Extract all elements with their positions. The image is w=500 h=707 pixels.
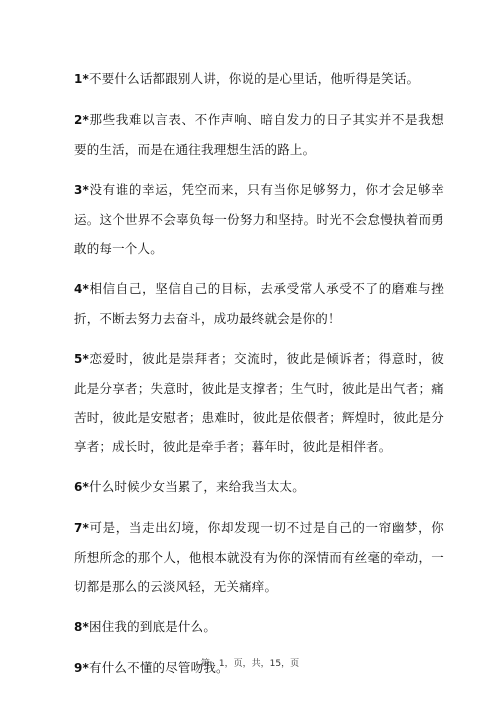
paragraph-number: 6* [74, 480, 90, 494]
paragraph-text: 可是，当走出幻境，你却发现一切不过是自己的一帘幽梦，你所想所念的那个人，他根本就没有为你的深情而有丝毫的牵动，一切都是那么的云淡风轻，无关痛痒。 [74, 520, 444, 594]
paragraph-2 [74, 105, 444, 164]
paragraph-7 [74, 513, 444, 601]
page-footer: 第，1，页，共，15，页 [200, 659, 300, 669]
paragraph-number: 2* [74, 113, 90, 127]
paragraph-3 [74, 175, 444, 263]
document-body [74, 64, 444, 694]
paragraph-1 [74, 64, 444, 94]
paragraph-number: 3* [74, 183, 90, 197]
paragraph-text: 有什么不懂的尽管吻我。 [89, 660, 229, 675]
paragraph-text: 困住我的到底是什么。 [89, 619, 217, 634]
paragraph-text: 恋爱时，彼此是崇拜者；交流时，彼此是倾诉者；得意时，彼此是分享者；失意时，彼此是支撑者；生气时，彼此是出气者；痛苦时，彼此是安慰者；患难时，彼此是依偎者；辉煌时，彼此是分享者；成长时，彼此是牵手者；暮年时，彼此是相伴者。 [74, 351, 444, 454]
paragraph-number: 7* [74, 521, 90, 535]
paragraph-number: 1* [74, 72, 90, 86]
paragraph-5 [74, 344, 444, 461]
paragraph-6 [74, 472, 444, 502]
paragraph-text: 不要什么话都跟别人讲，你说的是心里话，他听得是笑话。 [89, 71, 420, 86]
paragraph-text: 没有谁的幸运，凭空而来，只有当你足够努力，你才会足够幸运。这个世界不会辜负每一份努力和坚持。时光不会怠慢执着而勇敢的每一个人。 [74, 182, 444, 256]
paragraph-text: 什么时候少女当累了，来给我当太太。 [89, 479, 305, 494]
paragraph-text: 相信自己，坚信自己的目标，去承受常人承受不了的磨难与挫折，不断去努力去奋斗，成功最终就会是你的！ [74, 281, 444, 326]
paragraph-text: 那些我难以言表、不作声响、暗自发力的日子其实并不是我想要的生活，而是在通往我理想生活的路上。 [74, 112, 444, 157]
paragraph-8 [74, 612, 444, 642]
paragraph-4 [74, 274, 444, 333]
paragraph-number: 4* [74, 282, 90, 296]
paragraph-number: 8* [74, 620, 90, 634]
paragraph-number: 5* [74, 352, 90, 366]
paragraph-number: 9* [74, 661, 90, 675]
